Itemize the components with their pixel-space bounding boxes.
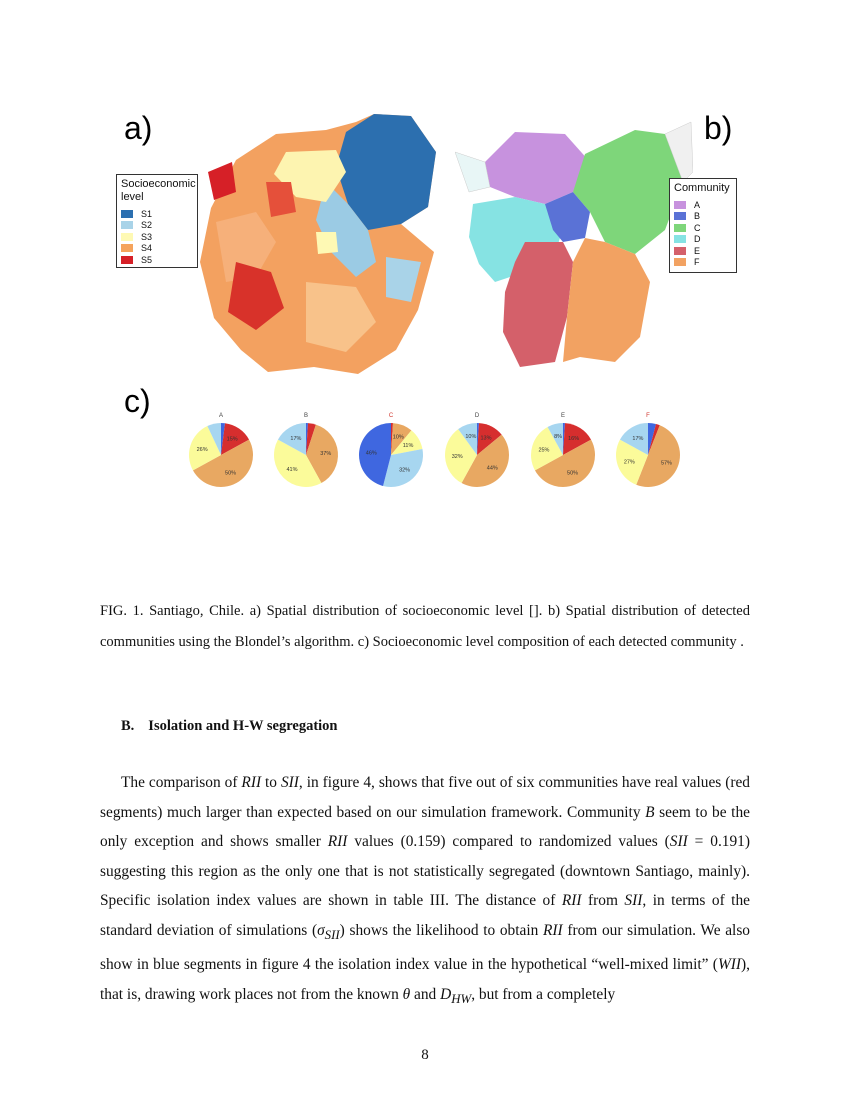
body-paragraph: [100, 768, 750, 1014]
pie-title: F: [646, 413, 650, 419]
community-legend-item: [674, 234, 732, 246]
math: σ: [317, 921, 325, 939]
community-legend-swatch: [674, 224, 686, 232]
pie-chart-c: [356, 411, 426, 494]
community-region-f: [563, 238, 650, 362]
pie-slice-label: 16%: [568, 436, 580, 443]
socio-legend-swatch: [121, 244, 133, 252]
math: SII: [280, 774, 299, 791]
pie-chart-d: [442, 411, 512, 494]
pie-title: C: [388, 413, 394, 419]
pie-title: A: [218, 413, 223, 419]
socio-legend-swatch: [121, 221, 133, 229]
section-number: B.: [121, 718, 135, 734]
community-legend-item: [674, 245, 732, 257]
text: = 0.191) suggesting this region as the only one that is not statistically segregated (downtown Santiago, mainly). Specific isolation index values are shown in table III. The distance of: [100, 833, 750, 909]
community-legend-item: [674, 222, 732, 234]
panel-label-b: b): [704, 110, 733, 146]
community-legend-label: A: [694, 199, 701, 210]
community-legend-item: [674, 199, 732, 211]
pie-slice-label: 26%: [196, 446, 208, 453]
community-legend-swatch: [674, 212, 686, 220]
text: ) shows the likelihood to obtain: [339, 921, 544, 939]
community-legend-item: [674, 257, 732, 269]
socio-legend-item: [121, 254, 193, 266]
text: to: [261, 774, 281, 791]
pie-svg: [443, 421, 511, 489]
math: SII: [669, 833, 688, 850]
math-subscript: HW: [451, 991, 472, 1006]
pie-svg: [529, 421, 597, 489]
math: SII: [624, 892, 643, 909]
pie-slice-label: 10%: [465, 434, 477, 441]
math: WII: [717, 956, 742, 974]
community-legend-item: [674, 211, 732, 223]
text: ), that is, drawing work places not from the known: [100, 956, 750, 1003]
pie-slice-label: 15%: [226, 436, 238, 443]
community-legend-title: Community: [674, 182, 730, 194]
pie-title: E: [560, 413, 565, 419]
pie-chart-e: [528, 411, 598, 494]
pie-slice-label: 17%: [290, 435, 302, 442]
pie-chart-f: [613, 411, 683, 494]
socio-legend-item: [121, 208, 193, 220]
pie-title: B: [303, 413, 308, 419]
pie-slice-label: 11%: [402, 442, 414, 449]
pie-chart-a: [186, 411, 256, 494]
community-region-c: [573, 130, 683, 254]
section-title: Isolation and H-W segregation: [148, 718, 338, 734]
math: RII: [327, 833, 348, 850]
socio-legend-label: S2: [141, 220, 153, 231]
community-legend-label: B: [694, 211, 701, 222]
socio-legend-label: S3: [141, 231, 153, 242]
pie-slice-label: 25%: [538, 447, 550, 454]
socio-legend-item: [121, 220, 193, 232]
community-legend-swatch: [674, 258, 686, 266]
panel-label-c: c): [124, 383, 151, 419]
community-legend-label: C: [694, 222, 701, 233]
socio-legend-label: S5: [141, 254, 153, 265]
pie-slice-label: 37%: [320, 451, 332, 458]
pie-svg: [272, 421, 340, 489]
community-legend-swatch: [674, 201, 686, 209]
pie-svg: [187, 421, 255, 489]
pie-slice-label: 46%: [365, 450, 377, 457]
socio-legend-label: S1: [141, 208, 153, 219]
pie-slice-label: 13%: [480, 435, 492, 442]
community-legend-swatch: [674, 247, 686, 255]
community-legend: [669, 178, 737, 273]
socio-legend-item: [121, 243, 193, 255]
socio-legend-label: S4: [141, 243, 153, 254]
pie-slice-label: 44%: [486, 465, 498, 472]
pie-slice-label: 41%: [286, 467, 298, 474]
pie-svg: [614, 421, 682, 489]
pie-slice-label: 50%: [225, 470, 237, 477]
pie-slice-label: 27%: [623, 459, 635, 466]
pie-slice-label: 32%: [399, 467, 411, 474]
socio-legend-swatch: [121, 233, 133, 241]
math: RII: [561, 892, 582, 909]
text: The comparison of: [121, 774, 242, 791]
community-legend-label: E: [694, 245, 701, 256]
figure-caption: FIG. 1. Santiago, Chile. a) Spatial distribution of socioeconomic level []. b) Spatial distribution of detected communities using the Blondel’s algorithm. c) Socioeconomic level composition of each detected community .: [100, 603, 750, 650]
math-subscript: SII: [324, 927, 340, 942]
socioeconomic-legend: [116, 174, 198, 268]
socio-legend-item: [121, 231, 193, 243]
pie-slice-label: 17%: [632, 435, 644, 442]
text: , in terms of the standard deviation of simulations (: [100, 892, 750, 939]
pie-slice-label: 8%: [554, 433, 563, 440]
community-legend-label: F: [694, 257, 700, 268]
pie-slice-label: 57%: [660, 460, 672, 467]
math: B: [645, 803, 655, 821]
text: seem to be the only exception and shows smaller: [100, 803, 750, 850]
text: from our simulation. We also show in blue segments in figure 4 the isolation index value in the hypothetical “well-mixed limit” (: [100, 921, 750, 974]
legend-title-line2: level: [121, 191, 144, 203]
pie-title: D: [474, 413, 480, 419]
pie-slice-label: 50%: [567, 470, 579, 477]
pie-slice-label: 10%: [392, 434, 404, 441]
pie-chart-b: [271, 411, 341, 494]
text: from: [581, 892, 625, 909]
math: D: [440, 985, 452, 1003]
pie-svg: [357, 421, 425, 489]
socioeconomic-map: [196, 112, 442, 374]
math: RII: [543, 921, 563, 939]
pie-slice-label: 32%: [451, 454, 463, 461]
page-number: 8: [421, 1047, 429, 1063]
section-heading: [121, 718, 338, 735]
community-legend-swatch: [674, 235, 686, 243]
text: values (0.159) compared to randomized values (: [347, 833, 670, 850]
math: θ: [402, 985, 411, 1003]
socio-legend-swatch: [121, 210, 133, 218]
text: and: [410, 985, 441, 1003]
math: RII: [241, 774, 262, 791]
panel-label-a: a): [124, 110, 153, 146]
text: , in figure 4, shows that five out of six communities have real values (red segments) much larger than expected based on our simulation framework. Community: [100, 774, 750, 821]
community-map: [455, 112, 693, 370]
socio-legend-swatch: [121, 256, 133, 264]
community-legend-label: D: [694, 234, 701, 245]
legend-title-line1: Socioeconomic: [121, 178, 196, 190]
text: , but from a completely: [471, 985, 616, 1003]
